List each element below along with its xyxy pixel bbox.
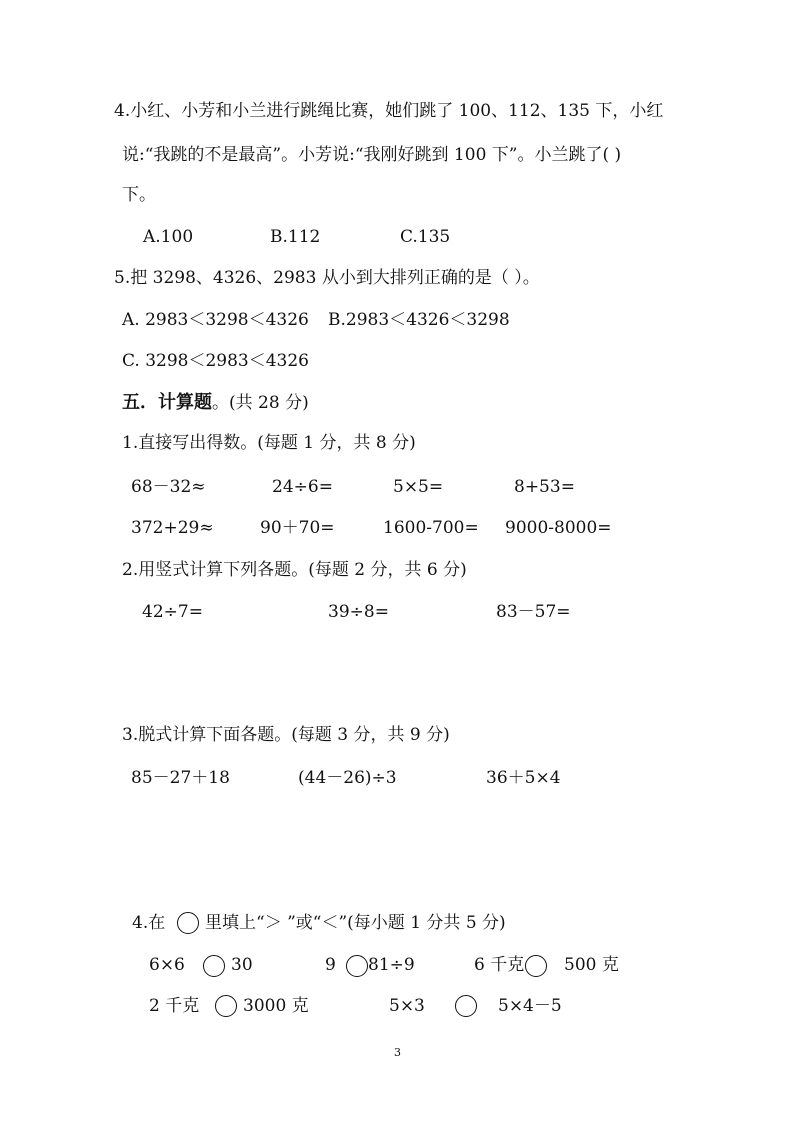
compare-left: 2 千克 bbox=[149, 996, 200, 1016]
q4-line1: 4.小红、小芳和小兰进行跳绳比赛，她们跳了 100、112、135 下，小红 bbox=[114, 101, 664, 121]
step-calc-item: 85－27＋18 bbox=[131, 768, 230, 788]
sub1-title: 1.直接写出得数。(每题 1 分，共 8 分) bbox=[122, 433, 416, 453]
step-calc-item: 36＋5×4 bbox=[486, 768, 561, 788]
compare-right: 5×4－5 bbox=[498, 996, 562, 1016]
compare-circle-answer[interactable] bbox=[215, 995, 237, 1017]
section-note: 。(共 28 分) bbox=[212, 393, 309, 413]
q4-option-a: A.100 bbox=[143, 227, 194, 247]
compare-circle-answer[interactable] bbox=[203, 955, 225, 977]
compare-left: 9 bbox=[325, 955, 336, 975]
compare-left: 6×6 bbox=[149, 955, 185, 975]
q5-option-c: C. 3298＜2983＜4326 bbox=[122, 351, 309, 371]
q4-line2: 说:“我跳的不是最高”。小芳说:“我刚好跳到 100 下”。小兰跳了( ) bbox=[122, 145, 622, 165]
compare-circle-answer[interactable] bbox=[455, 995, 477, 1017]
sub4-prefix: 4.在 bbox=[132, 913, 166, 933]
vertical-calc-item: 39÷8= bbox=[328, 602, 389, 622]
compare-left: 6 千克 bbox=[474, 955, 525, 975]
q4-option-b: B.112 bbox=[270, 227, 321, 247]
sub3-title: 3.脱式计算下面各题。(每题 3 分，共 9 分) bbox=[122, 725, 450, 745]
compare-left: 5×3 bbox=[389, 996, 425, 1016]
compare-right: 500 克 bbox=[564, 955, 619, 975]
q5-option-a: A. 2983＜3298＜4326 bbox=[122, 310, 309, 330]
sub4-suffix: 里填上“＞ ”或“＜”(每小题 1 分共 5 分) bbox=[205, 913, 506, 933]
step-calc-item: (44－26)÷3 bbox=[298, 768, 397, 788]
calc-item: 90＋70= bbox=[260, 518, 335, 538]
section-heading bbox=[122, 394, 309, 412]
section-title: 五．计算题 bbox=[122, 392, 212, 413]
calc-item: 372+29≈ bbox=[131, 518, 214, 538]
calc-item: 24÷6= bbox=[272, 477, 333, 497]
vertical-calc-item: 83－57= bbox=[496, 602, 571, 622]
page-number: 3 bbox=[394, 1046, 401, 1059]
sub2-title: 2.用竖式计算下列各题。(每题 2 分，共 6 分) bbox=[122, 560, 467, 580]
q4-line3: 下。 bbox=[122, 185, 156, 205]
compare-right: 81÷9 bbox=[368, 955, 415, 975]
q4-option-c: C.135 bbox=[400, 227, 451, 247]
calc-item: 8+53= bbox=[514, 477, 575, 497]
calc-item: 1600-700= bbox=[383, 518, 479, 538]
compare-circle-icon bbox=[177, 912, 199, 934]
calc-item: 68－32≈ bbox=[131, 477, 206, 497]
compare-circle-answer[interactable] bbox=[346, 955, 368, 977]
calc-item: 5×5= bbox=[393, 477, 444, 497]
compare-circle-answer[interactable] bbox=[525, 955, 547, 977]
vertical-calc-item: 42÷7= bbox=[142, 602, 203, 622]
compare-right: 30 bbox=[231, 955, 253, 975]
calc-item: 9000-8000= bbox=[505, 518, 612, 538]
compare-right: 3000 克 bbox=[243, 996, 309, 1016]
q5-option-b: B.2983＜4326＜3298 bbox=[328, 310, 510, 330]
q5-line1: 5.把 3298、4326、2983 从小到大排列正确的是（ ）。 bbox=[114, 268, 540, 288]
